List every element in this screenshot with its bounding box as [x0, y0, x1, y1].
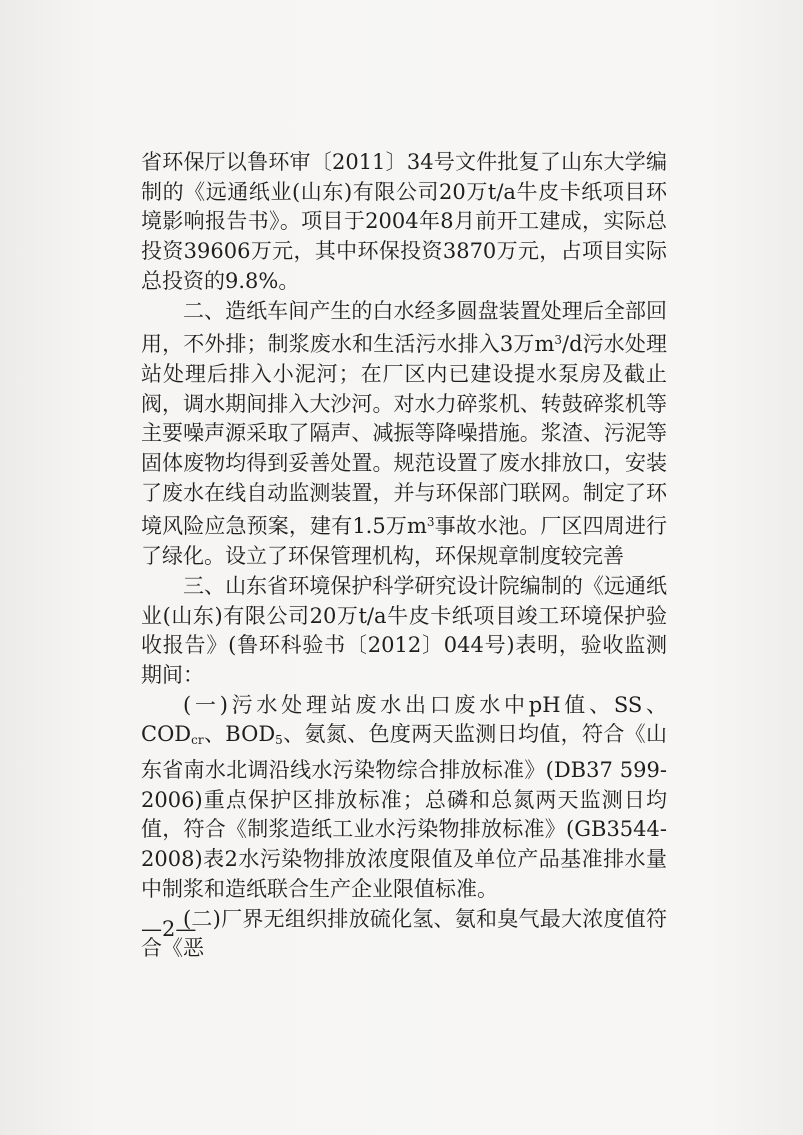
superscript: 3: [554, 333, 563, 348]
text-segment: 三、山东省环境保护科学研究设计院编制的《远通纸业(山东)有限公司20万t/a牛皮卡纸项目竣工环境保护验收报告》(鲁环科验书〔2012〕044号)表明，验收监测期间：: [141, 573, 667, 687]
text-segment: 省环保厅以鲁环审〔2011〕34号文件批复了山东大学编制的《远通纸业(山东)有限公司20万t/a牛皮卡纸项目环境影响报告书》。项目于2004年8月前开工建成，实际总投资39606万元，其中环保投资3870万元，占项目实际总投资的9.8%。: [141, 150, 667, 293]
paragraph-p2: [141, 297, 667, 572]
text-segment: 事故水池。厂区四周进行了绿化。设立了环保管理机构，环保规章制度较完善: [141, 514, 668, 569]
text-segment: 二、造纸车间产生的白水经多圆盘装置处理后全部回用，不外排；制浆废水和生活污水排入3万m: [141, 298, 667, 357]
paragraph-p1: [141, 148, 667, 297]
page-number: —2—: [141, 917, 197, 941]
paragraph-p5: [141, 905, 667, 964]
paragraph-p3: [141, 572, 667, 691]
text-segment: (二)厂界无组织排放硫化氢、氨和臭气最大浓度值符合《恶: [141, 906, 667, 961]
subscript: cr: [191, 733, 204, 748]
body-text: [141, 148, 667, 964]
text-segment: /d污水处理站处理后排入小泥河；在厂区内已建设提水泵房及截止阀，调水期间排入大沙河。对水力碎浆机、转鼓碎浆机等主要噪声源采取了隔声、减振等降噪措施。浆渣、污泥等固体废物均得到妥善处置。规范设置了废水排放口，安装了废水在线自动监测装置，并与环保部门联网。制定了环境风险应急预案，建有1.5万m: [141, 332, 667, 539]
text-segment: 、BOD: [203, 722, 276, 747]
subscript: 5: [275, 733, 283, 748]
superscript: 3: [426, 515, 435, 530]
text-segment: 、氨氮、色度两天监测日均值，符合《山东省南水北调沿线水污染物综合排放标准》(DB37 599-2006)重点保护区排放标准；总磷和总氮两天监测日均值，符合《制浆造纸工业水污染物排放标准》(GB3544-2008)表2水污染物排放浓度限值及单位产品基准排水量中制浆和造纸联合生产企业限值标准。: [141, 722, 668, 901]
text-segment: (一)污水处理站废水出口废水中pH值、SS、COD: [141, 692, 667, 747]
paragraph-p4: [141, 691, 667, 905]
